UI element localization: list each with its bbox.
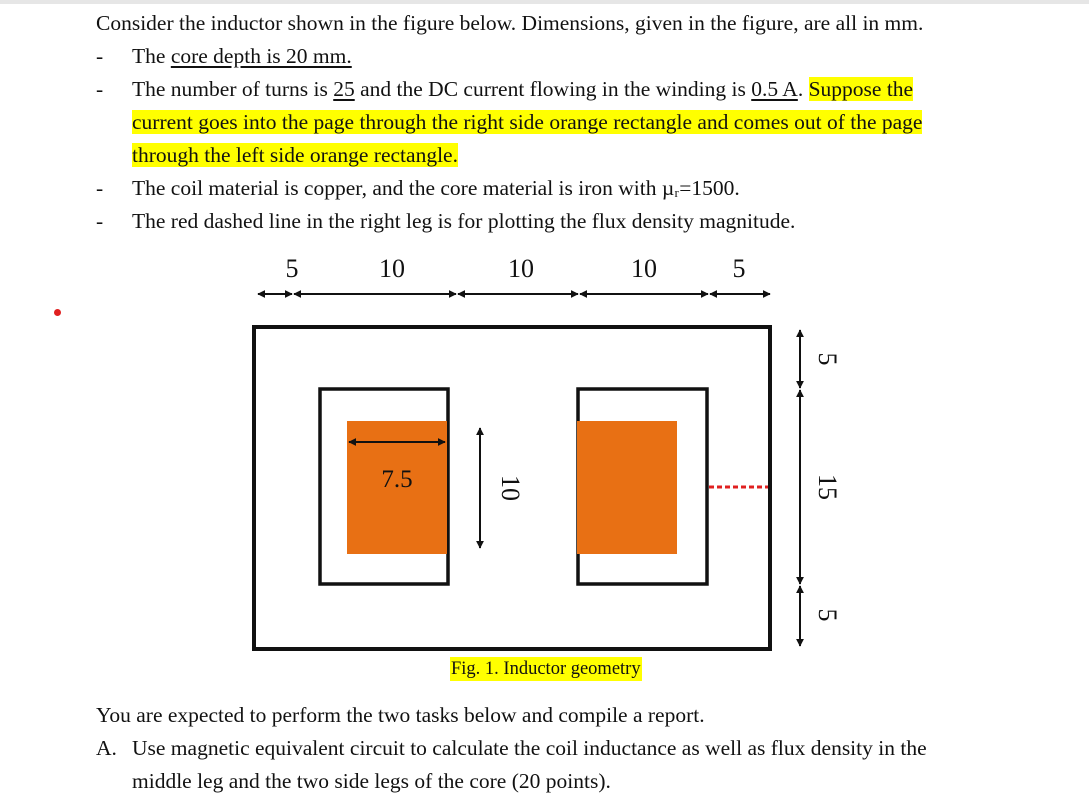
bullet-prefix: The [132, 44, 171, 68]
dim-label-10-c: 10 [631, 254, 657, 283]
dim-label-5-right: 5 [732, 254, 746, 283]
turns-text-a: The number of turns is [132, 77, 334, 101]
turns-text-b: and the DC current flowing in the winding is [354, 77, 752, 101]
bullet-material: The coil material is copper, and the core material is iron with µᵣ=1500. [132, 176, 740, 200]
dim-label-right-5-top: 5 [813, 352, 842, 366]
dim-label-5-left: 5 [285, 254, 299, 283]
bullet-marker: - [96, 44, 104, 68]
task-a-line-2: middle leg and the two side legs of the core (20 points). [132, 769, 611, 793]
task-a-line-1: Use magnetic equivalent circuit to calculate the coil inductance as well as flux density in the [132, 736, 927, 760]
core-depth-text: core depth is 20 mm. [170, 44, 352, 68]
current-value: 0.5 A [751, 77, 798, 101]
window-height-label: 10 [496, 475, 525, 501]
bullet-marker: - [96, 77, 104, 101]
bullet-marker: - [96, 209, 104, 233]
coil-width-label: 7.5 [381, 466, 413, 493]
highlight-line-2: current goes into the page through the right side orange rectangle and comes out of the page [132, 110, 923, 134]
intro-paragraph: Consider the inductor shown in the figure below. Dimensions, given in the figure, are all in mm. [96, 11, 924, 35]
turns-value: 25 [333, 77, 355, 101]
turns-text-c: . [797, 77, 809, 101]
right-coil [577, 421, 677, 554]
dim-label-right-15: 15 [813, 474, 842, 500]
dim-label-10-a: 10 [379, 254, 405, 283]
highlight-line-3: through the left side orange rectangle. [132, 143, 458, 167]
outro-paragraph: You are expected to perform the two tasks below and compile a report. [96, 703, 705, 727]
bullet-red-line: The red dashed line in the right leg is for plotting the flux density magnitude. [132, 209, 796, 233]
dim-label-right-5-bottom: 5 [813, 608, 842, 622]
figure-caption: Fig. 1. Inductor geometry [451, 659, 641, 679]
highlight-line-1: Suppose the [808, 77, 914, 101]
bullet-marker: - [96, 176, 104, 200]
dim-label-10-b: 10 [508, 254, 534, 283]
task-a-marker: A. [96, 736, 117, 760]
